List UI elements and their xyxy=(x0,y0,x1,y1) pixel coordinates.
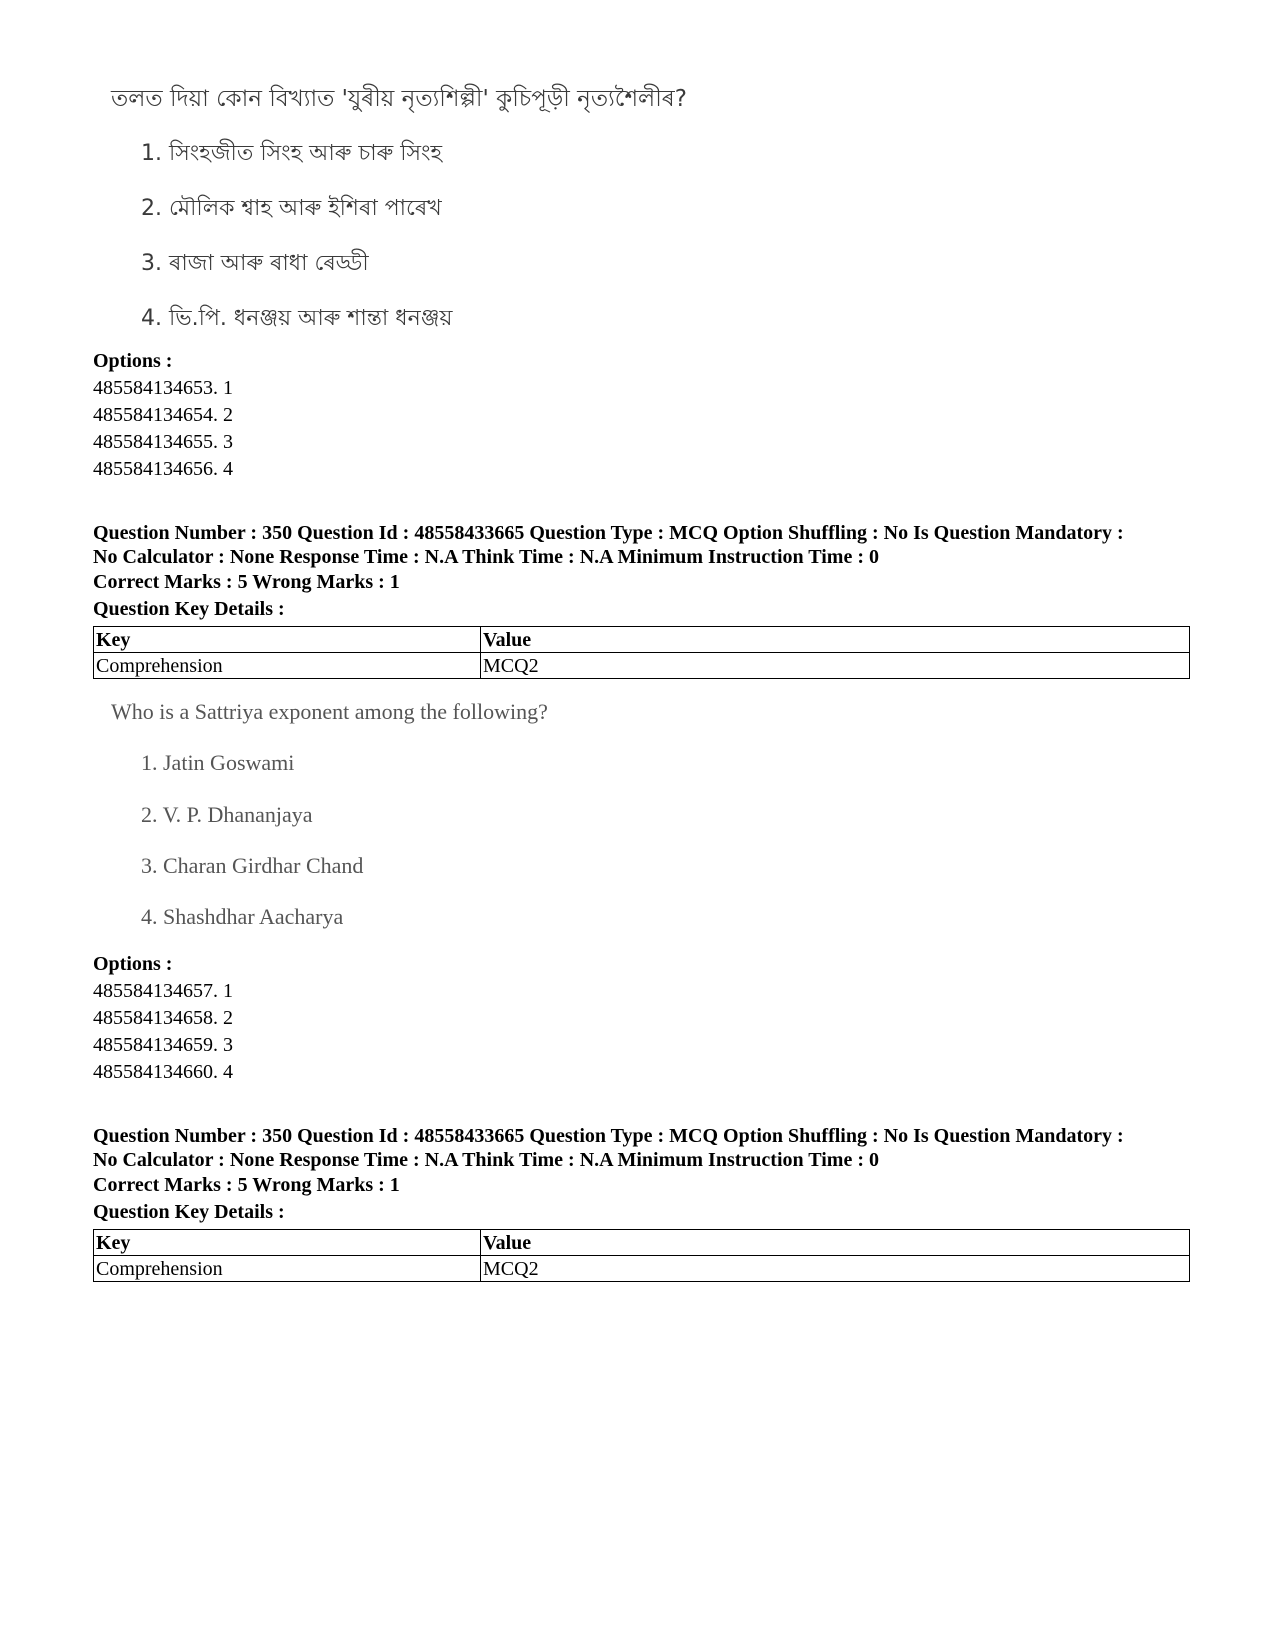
question-a-choice-1: 1. সিংহজীত সিংহ আৰু চাৰু সিংহ xyxy=(141,141,443,166)
question-a-option-4: 485584134656. 4 xyxy=(93,458,233,480)
block-2-key-details-label: Question Key Details : xyxy=(93,1201,285,1223)
table-cell-key: Comprehension xyxy=(94,653,481,679)
question-a-choice-3: 3. ৰাজা আৰু ৰাধা ৰেড্ডী xyxy=(141,251,369,276)
block-1-key-details-label: Question Key Details : xyxy=(93,598,285,620)
block-1-key-table xyxy=(93,626,1190,679)
block-2-marks: Correct Marks : 5 Wrong Marks : 1 xyxy=(93,1174,400,1196)
question-b-choice-4: 4. Shashdhar Aacharya xyxy=(141,904,344,929)
table-row xyxy=(94,1256,1190,1282)
question-b-option-3: 485584134659. 3 xyxy=(93,1034,233,1056)
question-a-choice-3-wrap xyxy=(111,246,369,283)
table-header-value: Value xyxy=(481,1230,1190,1256)
table-header-row xyxy=(94,627,1190,653)
question-a-choice-2-wrap xyxy=(111,191,442,228)
question-a-choices xyxy=(111,136,442,173)
block-1-meta xyxy=(93,521,1213,569)
table-header-key: Key xyxy=(94,627,481,653)
question-b-stem: Who is a Sattriya exponent among the following? xyxy=(111,699,548,724)
question-a-options-label: Options : xyxy=(93,350,173,372)
table-cell-key: Comprehension xyxy=(94,1256,481,1282)
question-b-stem-wrap xyxy=(111,699,548,725)
table-row xyxy=(94,653,1190,679)
block-1-meta-line-2: No Calculator : None Response Time : N.A Think Time : N.A Minimum Instruction Time : 0 xyxy=(93,546,879,568)
question-b-choice-3: 3. Charan Girdhar Chand xyxy=(141,853,364,878)
question-a-choice-4: 4. ভি.পি. ধনঞ্জয় আৰু শান্তা ধনঞ্জয় xyxy=(141,306,453,331)
question-a-option-2: 485584134654. 2 xyxy=(93,404,233,426)
block-2-key-table xyxy=(93,1229,1190,1282)
question-a-choice-4-wrap xyxy=(111,301,452,338)
table-header-key: Key xyxy=(94,1230,481,1256)
question-b-choice-2-wrap xyxy=(111,802,313,828)
question-a-option-3: 485584134655. 3 xyxy=(93,431,233,453)
block-1-meta-line-1: Question Number : 350 Question Id : 48558433665 Question Type : MCQ Option Shuffling : No Is Question Mandatory : xyxy=(93,522,1124,544)
question-b-choice-3-wrap xyxy=(111,853,363,879)
table-header-row xyxy=(94,1230,1190,1256)
question-b-options-label: Options : xyxy=(93,953,173,975)
block-2-meta-line-2: No Calculator : None Response Time : N.A Think Time : N.A Minimum Instruction Time : 0 xyxy=(93,1149,879,1171)
question-a-image xyxy=(111,80,687,119)
question-b-choice-1: 1. Jatin Goswami xyxy=(141,750,295,775)
block-2-meta xyxy=(93,1124,1213,1172)
question-b-choice-1-wrap xyxy=(111,750,294,776)
question-b-option-2: 485584134658. 2 xyxy=(93,1007,233,1029)
table-cell-value: MCQ2 xyxy=(481,1256,1190,1282)
question-b-option-1: 485584134657. 1 xyxy=(93,980,233,1002)
question-b-choice-2: 2. V. P. Dhananjaya xyxy=(141,802,313,827)
table-header-value: Value xyxy=(481,627,1190,653)
question-a-option-1: 485584134653. 1 xyxy=(93,377,233,399)
question-b-option-4: 485584134660. 4 xyxy=(93,1061,233,1083)
question-a-choice-2: 2. মৌলিক শ্বাহ আৰু ইশিৰা পাৰেখ xyxy=(141,196,442,221)
table-cell-value: MCQ2 xyxy=(481,653,1190,679)
question-b-choice-4-wrap xyxy=(111,904,343,930)
block-2-meta-line-1: Question Number : 350 Question Id : 48558433665 Question Type : MCQ Option Shuffling : No Is Question Mandatory : xyxy=(93,1125,1124,1147)
question-a-stem: তলত দিয়া কোন বিখ্যাত 'যুৰীয় নৃত্যশিল্পী' কুচিপূড়ী নৃত্যশৈলীৰ? xyxy=(111,86,687,112)
block-1-marks: Correct Marks : 5 Wrong Marks : 1 xyxy=(93,571,400,593)
